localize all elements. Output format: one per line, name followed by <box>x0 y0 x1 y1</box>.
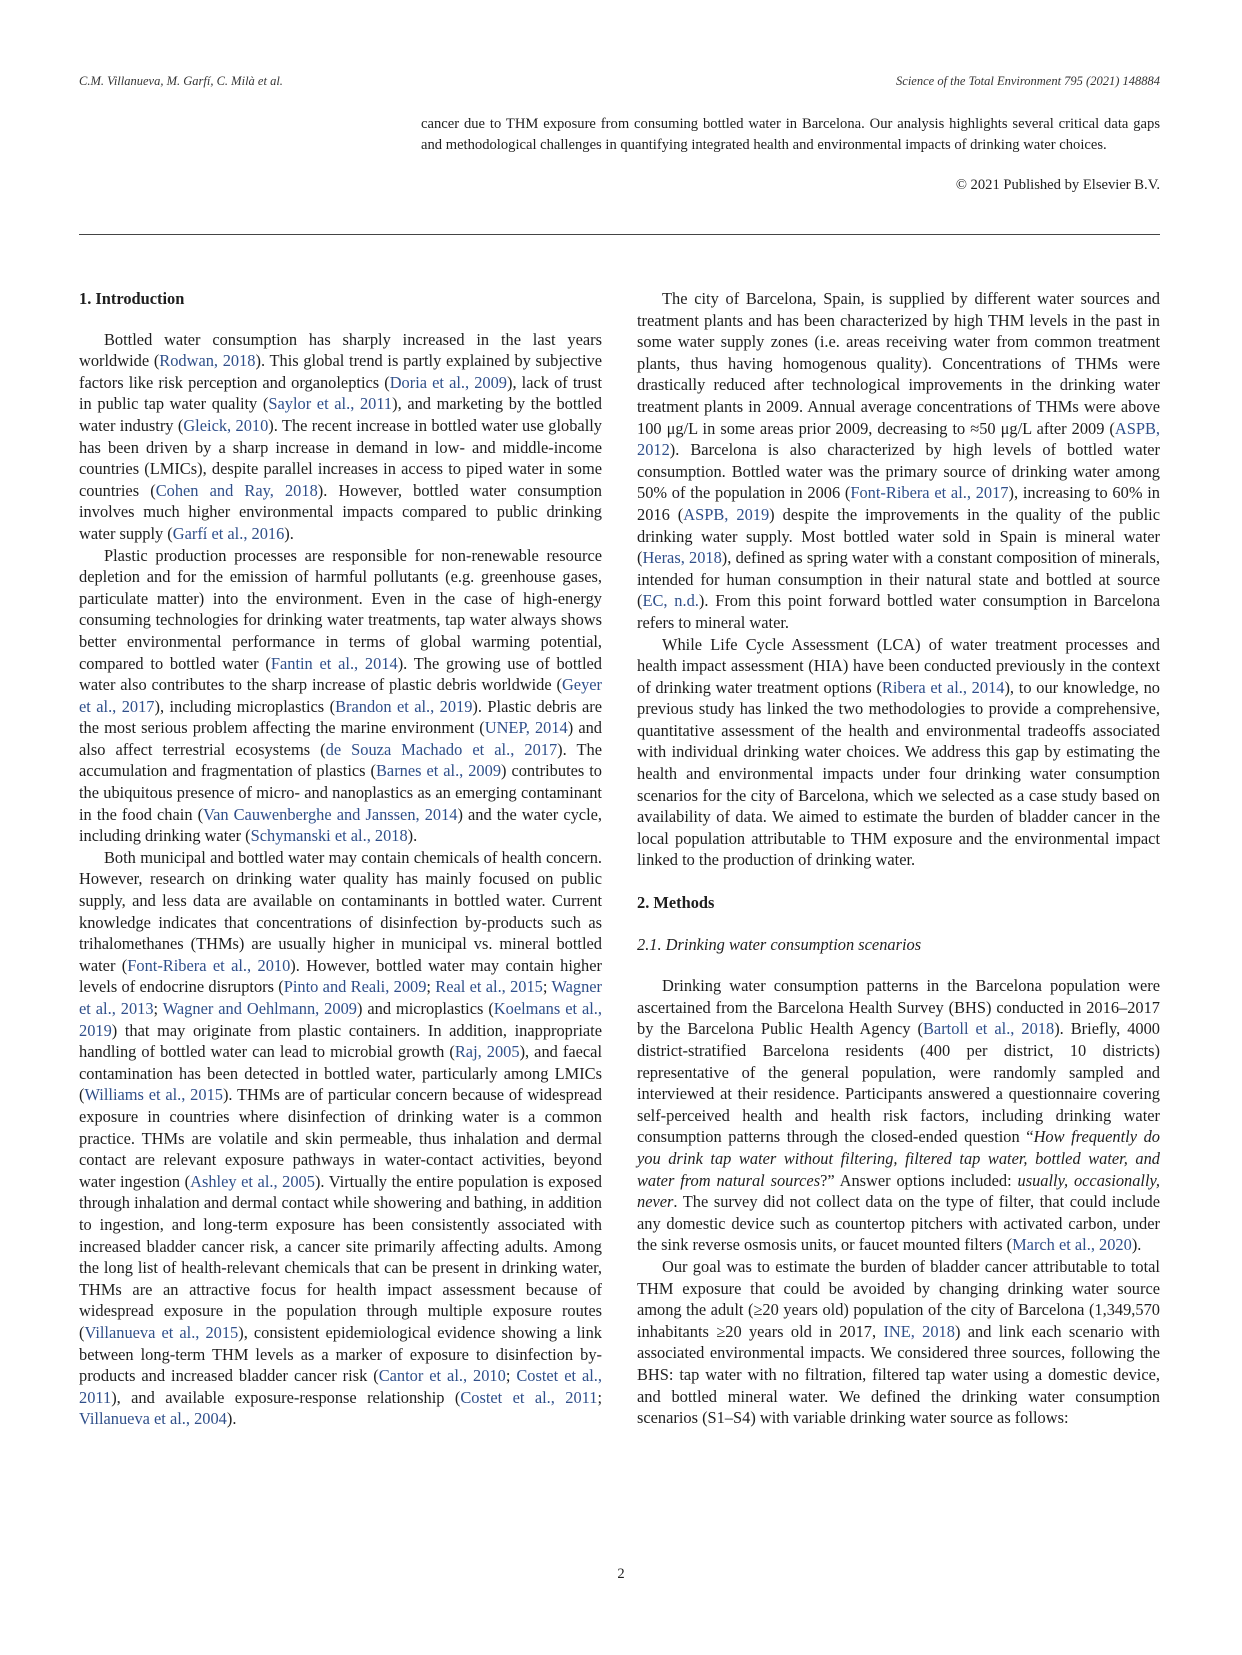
section-heading-introduction: 1. Introduction <box>79 289 185 308</box>
survey-question: How frequently do you drink tap water without filtering, filtered tap water, bottled water, and water from natural sources <box>637 1127 1160 1190</box>
text-run: ; <box>426 977 436 997</box>
page-number: 2 <box>617 1566 625 1582</box>
text-run: ), and marketing by the bottled water industry ( <box>79 394 602 435</box>
citation-link[interactable]: Heras, 2018 <box>642 548 722 568</box>
text-run: ). This global trend is partly explained by subjective factors like risk perception and organoleptics ( <box>79 351 603 392</box>
text-run: ). Virtually the entire population is exposed through inhalation and dermal contact while showering and bathing, in addition to ingestion, and long-term exposure has been consistently associated with increased bladder cancer risk, a cancer site primarily affecting adults. Among the long list of health-relevant chemicals that can be present in drinking water, THMs are an attractive focus for health impact assessment because of widespread exposure in the population through multiple exposure routes ( <box>79 1171 602 1342</box>
text-run: ). <box>1131 1235 1142 1255</box>
citation-link[interactable]: Koelmans et al., 2019 <box>79 999 603 1040</box>
text-run: ), to our knowledge, no previous study has linked the two methodologies to provide a comprehensive, quantitative assessment of the health and environmental tradeoffs associated with individual drinking water choices. We address this gap by estimating the health and environmental impacts under four drinking water consumption scenarios for the city of Barcelona, which we selected as a case study based on availability of data. We aimed to estimate the burden of bladder cancer in the local population attributable to THM exposure and the environmental impact linked to the production of drinking water. <box>637 677 1160 870</box>
citation-link[interactable]: Cantor et al., 2010 <box>378 1366 506 1386</box>
citation-link[interactable]: Real et al., 2015 <box>435 977 543 997</box>
copyright-notice: © 2021 Published by Elsevier B.V. <box>955 177 1160 193</box>
text-run: ) despite the improvements in the quality of the public drinking water supply. Most bottled water sold in Spain is mineral water ( <box>637 504 1160 568</box>
text-run: The city of Barcelona, Spain, is supplied by different water sources and treatment plants and has been characterized by high THM levels in the past in some water supply zones (i.e. areas receiving water from common treatment plants, thus having homogenous quality). Concentrations of THMs were drastically reduced after technological improvements in the drinking water treatment plants in 2009. Annual average concentrations of THMs were above 100 μg/L in some areas prior 2009, decreasing to ≈50 μg/L after 2009 ( <box>637 289 1160 438</box>
citation-link[interactable]: Wagner and Oehlmann, 2009 <box>162 999 357 1018</box>
citation-link[interactable]: Bartoll et al., 2018 <box>923 1019 1055 1039</box>
right-column <box>637 288 1160 1429</box>
text-run: ). Briefly, 4000 district-stratified Barcelona residents (400 per district, 10 districts) representative of the general population, were randomly sampled and interviewed at their residence. Participants answered a questionnaire covering self-perceived health and health risk factors, including drinking water consumption patterns through the closed-ended question “ <box>637 1019 1160 1147</box>
citation-link[interactable]: Barnes et al., 2009 <box>375 761 502 781</box>
text-run: ; <box>505 1366 517 1386</box>
text-run: ; <box>153 999 163 1018</box>
citation-link[interactable]: Van Cauwenberghe and Janssen, 2014 <box>203 804 458 824</box>
text-run: ). THMs are of particular concern because of widespread exposure in countries where disinfection of drinking water is a common practice. THMs are volatile and skin permeable, thus inhalation and dermal contact are relevant exposure pathways in water-contact activities, beyond water ingestion ( <box>79 1085 603 1191</box>
text-run: ). Barcelona is also characterized by high levels of bottled water consumption. Bottled water was the primary source of drinking water among 50% of the population in 2006 ( <box>637 440 1160 503</box>
citation-link[interactable]: Doria et al., 2009 <box>389 372 508 392</box>
text-run: Bottled water consumption has sharply increased in the last years worldwide ( <box>79 329 602 371</box>
citation-link[interactable]: Villanueva et al., 2004 <box>79 1409 227 1429</box>
text-run: ). However, bottled water may contain higher levels of endocrine disruptors ( <box>79 955 602 997</box>
citation-link[interactable]: de Souza Machado et al., 2017 <box>325 739 558 759</box>
text-run: ) contributes to the ubiquitous presence of micro- and nanoplastics as an emerging contaminant in the food chain ( <box>79 761 602 824</box>
text-run: Our goal was to estimate the burden of bladder cancer attributable to total THM exposure that could be avoided by changing drinking water source among the adult (≥20 years old) population of the city of Barcelona (1,349,570 inhabitants ≥20 years old in 2017, <box>637 1256 1160 1341</box>
citation-link[interactable]: Wagner et al., 2013 <box>79 977 602 1018</box>
citation-link[interactable]: March et al., 2020 <box>1012 1235 1132 1255</box>
intro-paragraph-3 <box>79 847 602 1430</box>
running-header-journal: Science of the Total Environment 795 (2021) 148884 <box>896 74 1160 88</box>
citation-link[interactable]: Fantin et al., 2014 <box>270 653 398 673</box>
methods-paragraph-1 <box>637 975 1160 1256</box>
citation-link[interactable]: Cohen and Ray, 2018 <box>155 480 318 500</box>
text-run: . The survey did not collect data on the type of filter, that could include any domestic device such as countertop pitchers with activated carbon, under the sink reverse osmosis units, or faucet mounted filters ( <box>637 1192 1160 1255</box>
text-run: ), increasing to 60% in 2016 ( <box>637 483 1160 524</box>
citation-link[interactable]: Rodwan, 2018 <box>159 351 256 371</box>
text-run: ). The accumulation and fragmentation of plastics ( <box>79 739 602 781</box>
citation-link[interactable]: Ribera et al., 2014 <box>881 677 1005 697</box>
text-run: ). <box>407 826 418 846</box>
text-run: ). The recent increase in bottled water use globally has been driven by a sharp increase in demand in low- and middle-income countries (LMICs), despite parallel increases in access to piped water in some countries ( <box>79 415 603 500</box>
text-run: ). However, bottled water consumption involves much higher environmental impacts compared to public drinking water supply ( <box>79 480 603 543</box>
text-run: Plastic production processes are responsible for non-renewable resource depletion and for the emission of harmful pollutants (e.g. greenhouse gases, particulate matter) into the environment. Even in the case of high-energy consuming technologies for drinking water treatments, tap water always shows better environmental performance in terms of global warming potential, compared to bottled water ( <box>79 545 602 673</box>
text-run: ), consistent epidemiological evidence showing a link between long-term THM levels as a marker of exposure to disinfection by-products and increased bladder cancer risk ( <box>79 1322 602 1386</box>
citation-link[interactable]: Font-Ribera et al., 2017 <box>850 483 1009 503</box>
citation-link[interactable]: Geyer et al., 2017 <box>79 675 602 716</box>
citation-link[interactable]: Williams et al., 2015 <box>84 1085 223 1105</box>
citation-link[interactable]: Costet et al., 2011 <box>460 1387 598 1407</box>
text-run: ). <box>226 1409 237 1429</box>
citation-link[interactable]: Schymanski et al., 2018 <box>250 826 408 846</box>
citation-link[interactable]: Font-Ribera et al., 2010 <box>127 955 291 975</box>
section-heading-methods: 2. Methods <box>637 893 715 913</box>
left-column <box>79 288 602 1430</box>
citation-link[interactable]: Raj, 2005 <box>454 1042 520 1062</box>
subsection-heading-consumption-scenarios: 2.1. Drinking water consumption scenarios <box>637 934 922 954</box>
citation-link[interactable]: ASPB, 2019 <box>683 504 770 524</box>
intro-paragraph-2 <box>79 545 602 847</box>
text-run: ) and the water cycle, including drinking water ( <box>79 804 602 846</box>
text-run: ). The growing use of bottled water also contributes to the sharp increase of plastic debris worldwide ( <box>79 653 602 695</box>
text-run: ), defined as spring water with a constant composition of minerals, intended for human consumption in their natural state and bottled at source ( <box>637 548 1160 611</box>
citation-link[interactable]: Saylor et al., 2011 <box>268 394 393 414</box>
citation-link[interactable]: EC, n.d. <box>642 591 699 611</box>
citation-link[interactable]: UNEP, 2014 <box>484 718 568 738</box>
text-run: ?” Answer options included: <box>820 1170 1018 1190</box>
text-run: ), and available exposure-response relationship ( <box>111 1387 461 1407</box>
intro-paragraph-1 <box>79 329 602 545</box>
citation-link[interactable]: Ashley et al., 2005 <box>190 1171 315 1191</box>
text-run: ) and microplastics ( <box>356 999 494 1018</box>
text-run: ) and also affect terrestrial ecosystems ( <box>79 718 602 759</box>
intro-paragraph-4 <box>637 288 1160 634</box>
methods-paragraph-2 <box>637 1256 1160 1429</box>
running-header-authors: C.M. Villanueva, M. Garfí, C. Milà et al. <box>79 74 283 88</box>
text-run: Drinking water consumption patterns in the Barcelona population were ascertained from the Barcelona Health Survey (BHS) conducted in 2016–2017 by the Barcelona Public Health Agency ( <box>637 976 1160 1039</box>
abstract-continuation: cancer due to THM exposure from consuming bottled water in Barcelona. Our analysis highlights several critical data gaps and methodological challenges in quantifying integrated health and environmental impacts of drinking water choices. <box>421 116 1160 153</box>
text-run: ) and link each scenario with associated environmental impacts. We considered three sources, following the BHS: tap water with no filtration, filtered tap water using a domestic device, and bottled mineral water. We defined the drinking water consumption scenarios (S1–S4) with variable drinking water source as follows: <box>637 1321 1160 1428</box>
citation-link[interactable]: ASPB, 2012 <box>637 418 1160 460</box>
text-run: ), lack of trust in public tap water quality ( <box>79 372 602 414</box>
text-run: ) that may originate from plastic containers. In addition, inappropriate handling of bottled water can lead to microbial growth ( <box>79 1020 602 1062</box>
answer-options: usually, occasionally, never <box>637 1170 1160 1212</box>
text-run: ), including microplastics ( <box>154 696 336 716</box>
text-run: ), and faecal contamination has been detected in bottled water, particularly among LMICs ( <box>79 1042 603 1105</box>
text-run: Both municipal and bottled water may contain chemicals of health concern. However, research on drinking water quality has mainly focused on public supply, and less data are available on contaminants in bottled water. Current knowledge indicates that concentrations of disinfection by-products such as trihalomethanes (THMs) are usually higher in municipal vs. mineral bottled water ( <box>79 847 602 975</box>
text-run: ). <box>284 523 294 543</box>
citation-link[interactable]: Garfí et al., 2016 <box>172 523 285 543</box>
citation-link[interactable]: INE, 2018 <box>883 1321 955 1341</box>
text-run: ). Plastic debris are the most serious problem affecting the marine environment ( <box>79 696 603 738</box>
intro-paragraph-5 <box>637 634 1160 872</box>
citation-link[interactable]: Gleick, 2010 <box>183 415 269 435</box>
text-run: ; <box>542 977 552 997</box>
citation-link[interactable]: Brandon et al., 2019 <box>335 696 473 716</box>
citation-link[interactable]: Villanueva et al., 2015 <box>84 1322 239 1342</box>
header-divider <box>79 234 1160 235</box>
text-run: While Life Cycle Assessment (LCA) of water treatment processes and health impact assessment (HIA) have been conducted previously in the context of drinking water treatment options ( <box>637 634 1160 697</box>
text-run: ). From this point forward bottled water consumption in Barcelona refers to mineral water. <box>637 591 1160 632</box>
citation-link[interactable]: Pinto and Reali, 2009 <box>283 977 427 997</box>
text-run: ; <box>597 1387 602 1407</box>
citation-link[interactable]: Costet et al., 2011 <box>79 1366 603 1407</box>
